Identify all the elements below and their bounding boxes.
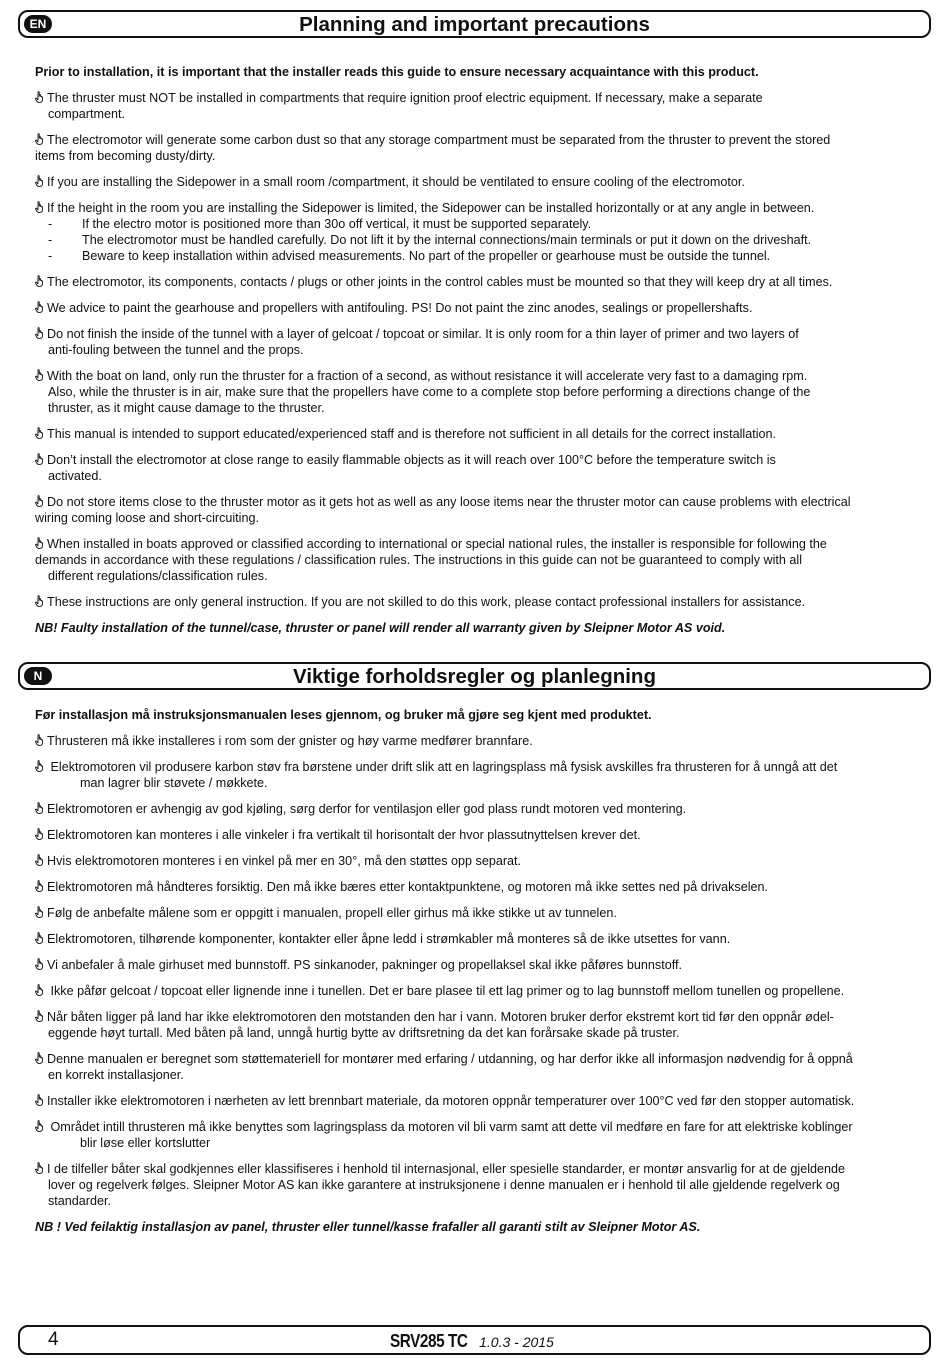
sub-item-text: The electromotor must be handled carefully. Do not lift it by the internal connections/main terminals or put it down on the driveshaft. (82, 233, 812, 247)
bullet-text-line: Elektromotoren er avhengig av god kjøling, sørg derfor for ventilasjon eller god plass rundt motoren ved montering. (47, 802, 687, 816)
intro-text: Før installasjon må instruksjonsmanualen leses gjennom, og bruker må gjøre seg kjent med produktet. (35, 708, 652, 722)
bullet-text-line: Elektromotoren må håndteres forsiktig. Den må ikke bæres etter kontaktpunktene, og motoren må ikke settes ned på drivakselen. (47, 880, 769, 894)
hand-pointing-icon (35, 175, 44, 187)
bullet-text-line: When installed in boats approved or classified according to international or special national rules, the installer is responsible for following the (47, 537, 827, 551)
bullet-item (35, 801, 923, 817)
document-id (390, 1331, 554, 1352)
bullet-item (35, 594, 923, 610)
hand-pointing-icon (35, 495, 44, 507)
hand-pointing-icon (35, 1010, 44, 1022)
dash-marker: - (48, 249, 53, 263)
bullet-text-line: compartment. (48, 107, 125, 121)
bullet-text-line: demands in accordance with these regulations / classification rules. The instructions in this guide can not be guaranteed to comply with all (35, 553, 803, 567)
bullet-text-line: different regulations/classification rules. (48, 569, 268, 583)
bullet-text-line: Don’t install the electromotor at close range to easily flammable objects as it will reach over 100°C before the temperature switch is (47, 453, 776, 467)
bullet-text-line: The electromotor will generate some carbon dust so that any storage compartment must be separated from the thruster to prevent the stored (47, 133, 831, 147)
bullet-item (35, 931, 923, 947)
bullet-item (35, 274, 923, 290)
page-number: 4 (48, 1329, 59, 1350)
bullet-item (35, 426, 923, 442)
bullet-text-line: The thruster must NOT be installed in compartments that require ignition proof electric equipment. If necessary, make a separate (47, 91, 763, 105)
hand-pointing-icon (35, 275, 44, 287)
bullet-item (35, 494, 923, 526)
bullet-item (35, 1161, 923, 1209)
bullet-item (35, 957, 923, 973)
bullet-text-line: Thrusteren må ikke installeres i rom som der gnister og høy varme medfører brannfare. (47, 734, 533, 748)
hand-pointing-icon (35, 802, 44, 814)
hand-pointing-icon (35, 906, 44, 918)
bullet-text-line: These instructions are only general instruction. If you are not skilled to do this work, please contact professional installers for assistance. (47, 595, 806, 609)
hand-pointing-icon (35, 537, 44, 549)
bullet-item (35, 827, 923, 843)
bullet-text-line: man lagrer blir støvete / møkkete. (80, 776, 268, 790)
bullet-item (35, 1009, 923, 1041)
bullet-text-line: Vi anbefaler å male girhuset med bunnstoff. PS sinkanoder, pakninger og propellaksel skal ikke påføres bunnstoff. (47, 958, 682, 972)
bullet-item (35, 879, 923, 895)
bullet-item (35, 326, 923, 358)
hand-pointing-icon (35, 1052, 44, 1064)
bullet-text-line: Når båten ligger på land har ikke elektromotoren den motstanden den har i vann. Motoren bruker derfor ekstremt kort tid før den oppnår ødel- (47, 1010, 834, 1024)
bullet-text-line: wiring coming loose and short-circuiting. (35, 511, 259, 525)
language-badge-no: N (24, 667, 52, 685)
bullet-text-line: Følg de anbefalte målene som er oppgitt i manualen, propell eller girhus må ikke stikke ut av tunnelen. (47, 906, 617, 920)
bullet-text-line: Installer ikke elektromotoren i nærheten av lett brennbart materiale, da motoren oppnår temperaturer over 100°C ved før den stopper automatisk. (47, 1094, 855, 1108)
bullet-item (35, 1051, 923, 1083)
hand-pointing-icon (35, 595, 44, 607)
language-badge-en: EN (24, 15, 52, 33)
hand-pointing-icon (35, 854, 44, 866)
hand-pointing-icon (35, 91, 44, 103)
bullet-text-line: Elektromotoren kan monteres i alle vinkeler i fra vertikalt til horisontalt der hvor plassutnyttelsen krever det. (47, 828, 641, 842)
bullet-item (35, 733, 923, 749)
bullet-text-line: Do not store items close to the thruster motor as it gets hot as well as any loose items near the thruster motor can cause problems with electrical (47, 495, 851, 509)
bullet-text-line: Denne manualen er beregnet som støttemateriell for montører med erfaring / utdanning, og har derfor ikke all informasjon nødvendig for å oppnå (47, 1052, 853, 1066)
bullet-text-line: items from becoming dusty/dirty. (35, 149, 216, 163)
warranty-note: NB ! Ved feilaktig installasjon av panel, thruster eller tunnel/kasse frafaller all garanti stilt av Sleipner Motor AS. (35, 1220, 701, 1234)
hand-pointing-icon (35, 932, 44, 944)
sub-item (35, 248, 923, 264)
page-footer (18, 1325, 931, 1355)
bullet-item (35, 983, 923, 999)
hand-pointing-icon (35, 984, 44, 996)
hand-pointing-icon (35, 133, 44, 145)
intro-text: Prior to installation, it is important that the installer reads this guide to ensure necessary acquaintance with this product. (35, 65, 759, 79)
hand-pointing-icon (35, 301, 44, 313)
bullet-item (35, 452, 923, 484)
bullet-text-line: Also, while the thruster is in air, make sure that the propellers have come to a complete stop before performing a directions change of the (48, 385, 811, 399)
bullet-item (35, 536, 923, 584)
section-header-no (18, 662, 931, 690)
bullet-text-line: lover og regelverk følges. Sleipner Motor AS kan ikke garantere at instruksjonene i denne manualen er i henhold til alle gjeldende regelverk og (48, 1178, 840, 1192)
bullet-text-line: thruster, as it might cause damage to the thruster. (48, 401, 325, 415)
section-body-no (35, 707, 923, 1235)
bullet-item (35, 1093, 923, 1109)
bullet-text-line: eggende høyt turtall. Med båten på land, unngå hurtig bytte av driftsretning da det kan forårsake skade på truster. (48, 1026, 680, 1040)
bullet-item (35, 905, 923, 921)
dash-marker: - (48, 217, 53, 231)
hand-pointing-icon (35, 1094, 44, 1106)
dash-marker: - (48, 233, 53, 247)
hand-pointing-icon (35, 453, 44, 465)
section-body-en (35, 64, 923, 636)
section-title-en: Planning and important precautions (299, 13, 650, 36)
hand-pointing-icon (35, 1120, 44, 1132)
bullet-text-line: We advice to paint the gearhouse and propellers with antifouling. PS! Do not paint the zinc anodes, sealings or propellershafts. (47, 301, 753, 315)
bullet-item (35, 759, 923, 791)
hand-pointing-icon (35, 369, 44, 381)
bullet-text-line: Elektromotoren, tilhørende komponenter, kontakter eller åpne ledd i strømkabler må monteres så de ikke utsettes for vann. (47, 932, 731, 946)
hand-pointing-icon (35, 958, 44, 970)
bullet-item (35, 368, 923, 416)
bullet-text-line: Elektromotoren vil produsere karbon støv fra børstene under drift slik att en lagringsplass må fysisk avskilles fra thrusteren for å unngå att det (47, 760, 838, 774)
sub-item (35, 216, 923, 232)
bullet-text-line: Ikke påfør gelcoat / topcoat eller lignende inne i tunellen. Det er bare plasee til ett lag primer og to lag bunnstoff mellom tunellen og propellene. (47, 984, 845, 998)
bullet-text-line: Hvis elektromotoren monteres i en vinkel på mer en 30°, må den støttes opp separat. (47, 854, 522, 868)
section-header-en (18, 10, 931, 38)
bullet-text-line: activated. (48, 469, 102, 483)
sub-item-text: Beware to keep installation within advised measurements. No part of the propeller or gearhouse must be outside the tunnel. (82, 249, 771, 263)
hand-pointing-icon (35, 760, 44, 772)
hand-pointing-icon (35, 734, 44, 746)
bullet-item (35, 853, 923, 869)
bullet-text-line: I de tilfeller båter skal godkjennes eller klassifiseres i henhold til internasjonal, eller spesielle standarder, er montør ansvarlig for at de gjeldende (47, 1162, 846, 1176)
bullet-text-line: If you are installing the Sidepower in a small room /compartment, it should be ventilated to ensure cooling of the electromotor. (47, 175, 745, 189)
bullet-text-line: blir løse eller kortslutter (80, 1136, 211, 1150)
version-label: 1.0.3 - 2015 (475, 1334, 554, 1350)
bullet-text-line: The electromotor, its components, contacts / plugs or other joints in the control cables must be mounted so that they will keep dry at all times. (47, 275, 833, 289)
bullet-text-line: Området intill thrusteren må ikke benyttes som lagringsplass da motoren vil bli varm samt att dette vil medføre en fare for att elektriske koblinger (47, 1120, 853, 1134)
hand-pointing-icon (35, 327, 44, 339)
model-name: SRV285 TC (390, 1331, 468, 1351)
hand-pointing-icon (35, 880, 44, 892)
bullet-text-line: If the height in the room you are installing the Sidepower is limited, the Sidepower can be installed horizontally or at any angle in between. (47, 201, 815, 215)
hand-pointing-icon (35, 427, 44, 439)
hand-pointing-icon (35, 1162, 44, 1174)
bullet-item (35, 90, 923, 122)
sub-item (35, 232, 923, 248)
bullet-text-line: anti-fouling between the tunnel and the props. (48, 343, 304, 357)
hand-pointing-icon (35, 828, 44, 840)
section-title-no: Viktige forholdsregler og planlegning (293, 665, 656, 688)
bullet-item (35, 300, 923, 316)
bullet-item (35, 132, 923, 164)
bullet-text-line: With the boat on land, only run the thruster for a fraction of a second, as without resistance it will accelerate very fast to a damaging rpm. (47, 369, 808, 383)
bullet-text-line: Do not finish the inside of the tunnel with a layer of gelcoat / topcoat or similar. It is only room for a thin layer of primer and two layers of (47, 327, 799, 341)
bullet-text-line: This manual is intended to support educated/experienced staff and is therefore not sufficient in all details for the correct installation. (47, 427, 776, 441)
bullet-text-line: en korrekt installasjoner. (48, 1068, 184, 1082)
warranty-note: NB! Faulty installation of the tunnel/case, thruster or panel will render all warranty given by Sleipner Motor AS void. (35, 621, 726, 635)
hand-pointing-icon (35, 201, 44, 213)
bullet-item (35, 174, 923, 190)
bullet-item (35, 200, 923, 264)
bullet-text-line: standarder. (48, 1194, 112, 1208)
bullet-item (35, 1119, 923, 1151)
sub-item-text: If the electro motor is positioned more than 30o off vertical, it must be supported separately. (82, 217, 592, 231)
